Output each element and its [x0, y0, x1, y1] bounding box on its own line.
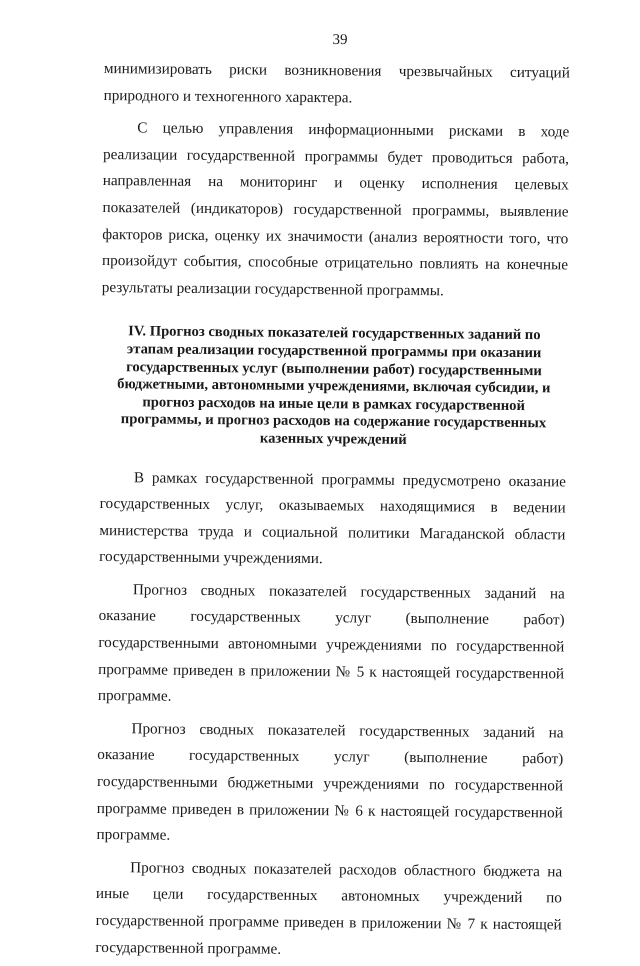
section-heading-iv: IV. Прогноз сводных показателей государственных заданий по этапам реализации государственной программы при оказании государственных услуг (выполнении работ) государственными бюджетными, автономными учреждениями, включая субсидии, и прогноз расходов на иные цели в рамках государственной программы, и прогноз расходов на содержание государственных казенных учреждений	[117, 323, 551, 448]
paragraph-risk-continuation: минимизировать риски возникновения чрезвычайных ситуаций природного и техногенного характера.	[103, 59, 570, 106]
paragraph-other-expenses-forecast: Прогноз сводных показателей расходов областного бюджета на иные цели государственных автономных учреждений по государственной программе приведен в приложении № 7 к настоящей государственной программе.	[95, 859, 563, 958]
paragraph-state-services: В рамках государственной программы предусмотрено оказание государственных услуг, оказываемых находящимися в ведении министерства труда и социальной политики Магаданской области государственными учреждениями.	[99, 468, 567, 568]
page-number: 39	[332, 31, 348, 49]
paragraph-information-risks: С целью управления информационными рисками в ходе реализации государственной программы будет проводиться работа, направленная на мониторинг и оценку исполнения целевых показателей (индикаторов) государственной программы, выявление факторов риска, оценку их значимости (анализ вероятности того, что произойдут события, способные отрицательно повлиять на конечные результаты реализации государственной программы.	[101, 119, 570, 300]
document-body	[95, 56, 570, 966]
paragraph-autonomous-forecast: Прогноз сводных показателей государственных заданий на оказание государственных услуг (выполнение работ) государственными автономными учреждениями по государственной программе приведен в приложении № 5 к настоящей государственной программе.	[97, 581, 565, 705]
paragraph-budget-forecast: Прогноз сводных показателей государственных заданий на оказание государственных услуг (выполнение работ) государственными бюджетными учреждениями по государственной программе приведен в приложении № 6 к настоящей государственной программе.	[96, 720, 564, 844]
